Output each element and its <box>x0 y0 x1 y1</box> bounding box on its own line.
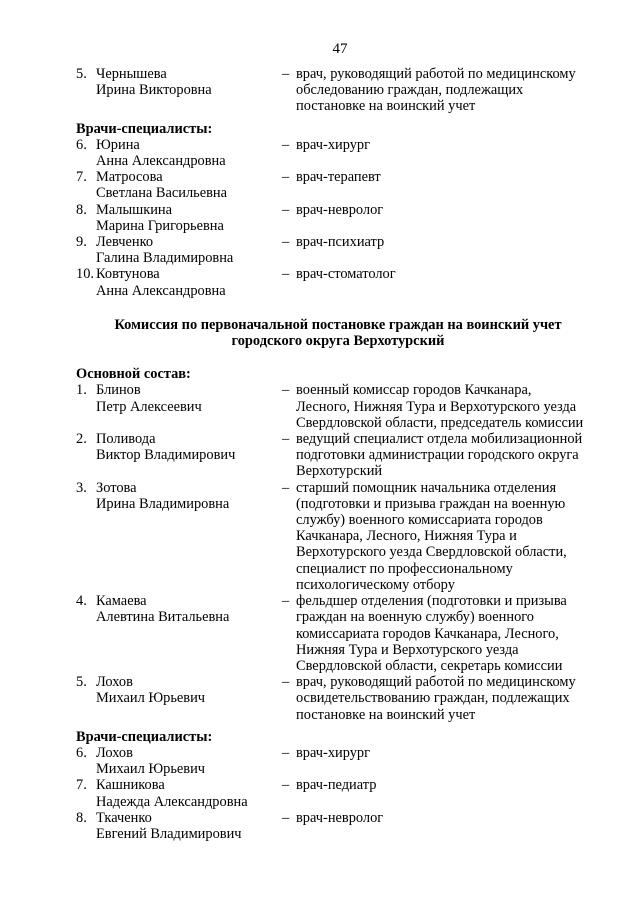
entry-number: 9. <box>76 234 87 251</box>
entry-person-name <box>96 202 282 234</box>
entry-person-name <box>96 674 282 706</box>
entry-role <box>296 480 616 593</box>
person-name-line: Алевтина Витальевна <box>96 609 230 626</box>
role-line: постановке на воинский учет <box>296 706 476 723</box>
entry-number: 8. <box>76 201 87 218</box>
person-name-line: Надежда Александровна <box>96 793 248 810</box>
person-name-line: Поливода <box>96 431 156 448</box>
section-heading-specialists-1: Врачи-специалисты: <box>76 120 213 137</box>
role-line: врач-педиатр <box>296 777 377 794</box>
list-entry <box>76 169 616 201</box>
person-name-line: Анна Александровна <box>96 153 226 170</box>
entry-number: 5. <box>76 66 87 82</box>
section-heading-main-composition: Основной состав: <box>76 366 191 383</box>
role-line: военный комиссар городов Качканара, <box>296 382 532 399</box>
specialists-1-list <box>76 137 616 299</box>
entry-role <box>296 382 616 431</box>
role-line: врач, руководящий работой по медицинскому <box>296 674 576 691</box>
role-line: врач-хирург <box>296 136 371 153</box>
person-name-line: Ирина Владимировна <box>96 495 230 512</box>
commission-title-line-1: Комиссия по первоначальной постановке граждан на воинский учет <box>114 316 562 333</box>
person-name-line: Юрина <box>96 136 140 153</box>
entry-dash: – <box>282 382 290 399</box>
role-line: врач-невролог <box>296 809 384 826</box>
list-entry <box>76 810 616 842</box>
entry-role <box>296 593 616 674</box>
list-entry <box>76 234 616 266</box>
entry-person-name <box>96 66 282 98</box>
first-block <box>76 66 616 115</box>
entry-number: 4. <box>76 593 87 610</box>
entry-number: 5. <box>76 674 87 691</box>
entry-role <box>296 777 616 793</box>
page-number: 47 <box>332 41 348 57</box>
person-name-line: Михаил Юрьевич <box>96 761 206 778</box>
role-line: освидетельствованию граждан, подлежащих <box>296 690 570 707</box>
entry-number: 7. <box>76 777 87 794</box>
person-name-line: Ткаченко <box>96 809 152 826</box>
entry-person-name <box>96 810 282 842</box>
list-entry <box>76 266 616 298</box>
role-line: психологическому отбору <box>296 576 455 593</box>
role-line: комиссариата городов Качканара, Лесного, <box>296 625 559 642</box>
role-line: специалист по профессиональному <box>296 560 513 577</box>
role-line: граждан на военную службу) военного <box>296 609 534 626</box>
entry-role <box>296 137 616 153</box>
person-name-line: Зотова <box>96 479 137 496</box>
person-name-line: Петр Алексеевич <box>96 398 202 415</box>
role-line: Верхотурский <box>296 463 383 480</box>
person-name-line: Светлана Васильевна <box>96 185 227 202</box>
list-entry <box>76 593 616 674</box>
entry-role <box>296 169 616 185</box>
entry-dash: – <box>282 234 290 251</box>
person-name-line: Лохов <box>96 744 133 761</box>
entry-person-name <box>96 234 282 266</box>
entry-person-name <box>96 593 282 625</box>
role-line: врач-стоматолог <box>296 266 396 283</box>
role-line: старший помощник начальника отделения <box>296 479 557 496</box>
entry-person-name <box>96 382 282 414</box>
list-entry <box>76 137 616 169</box>
role-line: (подготовки и призыва граждан на военную <box>296 495 566 512</box>
entry-person-name <box>96 745 282 777</box>
entry-number: 6. <box>76 744 87 761</box>
role-line: подготовки администрации городского округа <box>296 447 579 464</box>
person-name-line: Марина Григорьевна <box>96 217 224 234</box>
person-name-line: Анна Александровна <box>96 282 226 299</box>
entry-number: 7. <box>76 169 87 186</box>
role-line: Свердловской области, председатель комиссии <box>296 414 584 431</box>
role-line: постановке на воинский учет <box>296 98 476 115</box>
list-entry <box>76 431 616 480</box>
entry-dash: – <box>282 809 290 826</box>
person-name-line: Чернышева <box>96 66 167 82</box>
entry-dash: – <box>282 777 290 794</box>
entry-person-name <box>96 137 282 169</box>
role-line: Верхотурского уезда Свердловской области, <box>296 544 567 561</box>
entry-dash: – <box>282 431 290 448</box>
entry-role <box>296 674 616 723</box>
entry-number: 1. <box>76 382 87 399</box>
role-line: врач-невролог <box>296 201 384 218</box>
entry-person-name <box>96 169 282 201</box>
role-line: фельдшер отделения (подготовки и призыва <box>296 593 567 610</box>
entry-role <box>296 234 616 250</box>
entry-dash: – <box>282 266 290 283</box>
entry-number: 6. <box>76 136 87 153</box>
entry-person-name <box>96 431 282 463</box>
entry-person-name <box>96 480 282 512</box>
entry-role <box>296 431 616 480</box>
role-line: ведущий специалист отдела мобилизационной <box>296 431 583 448</box>
person-name-line: Ирина Викторовна <box>96 82 212 99</box>
entry-dash: – <box>282 169 290 186</box>
person-name-line: Малышкина <box>96 201 173 218</box>
entry-dash: – <box>282 201 290 218</box>
entry-dash: – <box>282 744 290 761</box>
person-name-line: Ковтунова <box>96 266 160 283</box>
entry-role <box>296 810 616 826</box>
role-line: Лесного, Нижняя Тура и Верхотурского уезда <box>296 398 577 415</box>
role-line: Качканара, Лесного, Нижняя Тура и <box>296 528 517 545</box>
list-entry <box>76 777 616 809</box>
entry-number: 10. <box>76 266 94 283</box>
role-line: службу) военного комиссариата городов <box>296 512 543 529</box>
person-name-line: Галина Владимировна <box>96 250 234 267</box>
list-entry <box>76 66 616 115</box>
person-name-line: Левченко <box>96 234 154 251</box>
list-entry <box>76 382 616 431</box>
entry-person-name <box>96 266 282 298</box>
entry-number: 8. <box>76 809 87 826</box>
role-line: обследованию граждан, подлежащих <box>296 82 524 99</box>
entry-dash: – <box>282 66 290 82</box>
person-name-line: Блинов <box>96 382 141 399</box>
entry-dash: – <box>282 136 290 153</box>
person-name-line: Михаил Юрьевич <box>96 690 206 707</box>
commission-title-line-2: городского округа Верхотурский <box>231 333 445 350</box>
document-body <box>76 66 616 842</box>
entry-dash: – <box>282 674 290 691</box>
role-line: врач, руководящий работой по медицинскому <box>296 66 576 82</box>
main-composition-list <box>76 382 616 722</box>
section-heading-specialists-2: Врачи-специалисты: <box>76 728 213 745</box>
entry-role <box>296 66 616 115</box>
entry-dash: – <box>282 479 290 496</box>
entry-dash: – <box>282 593 290 610</box>
list-entry <box>76 745 616 777</box>
role-line: врач-психиатр <box>296 234 385 251</box>
person-name-line: Кашникова <box>96 777 165 794</box>
person-name-line: Камаева <box>96 593 147 610</box>
entry-person-name <box>96 777 282 809</box>
entry-role <box>296 202 616 218</box>
person-name-line: Матросова <box>96 169 163 186</box>
entry-role <box>296 266 616 282</box>
entry-role <box>296 745 616 761</box>
entry-number: 2. <box>76 431 87 448</box>
list-entry <box>76 202 616 234</box>
person-name-line: Евгений Владимирович <box>96 825 242 842</box>
commission-title <box>68 317 608 349</box>
person-name-line: Виктор Владимирович <box>96 447 236 464</box>
role-line: врач-терапевт <box>296 169 381 186</box>
list-entry <box>76 480 616 593</box>
role-line: Нижняя Тура и Верхотурского уезда <box>296 641 519 658</box>
list-entry <box>76 674 616 723</box>
role-line: Свердловской области, секретарь комиссии <box>296 657 563 674</box>
person-name-line: Лохов <box>96 674 133 691</box>
entry-number: 3. <box>76 479 87 496</box>
role-line: врач-хирург <box>296 744 371 761</box>
specialists-2-list <box>76 745 616 842</box>
